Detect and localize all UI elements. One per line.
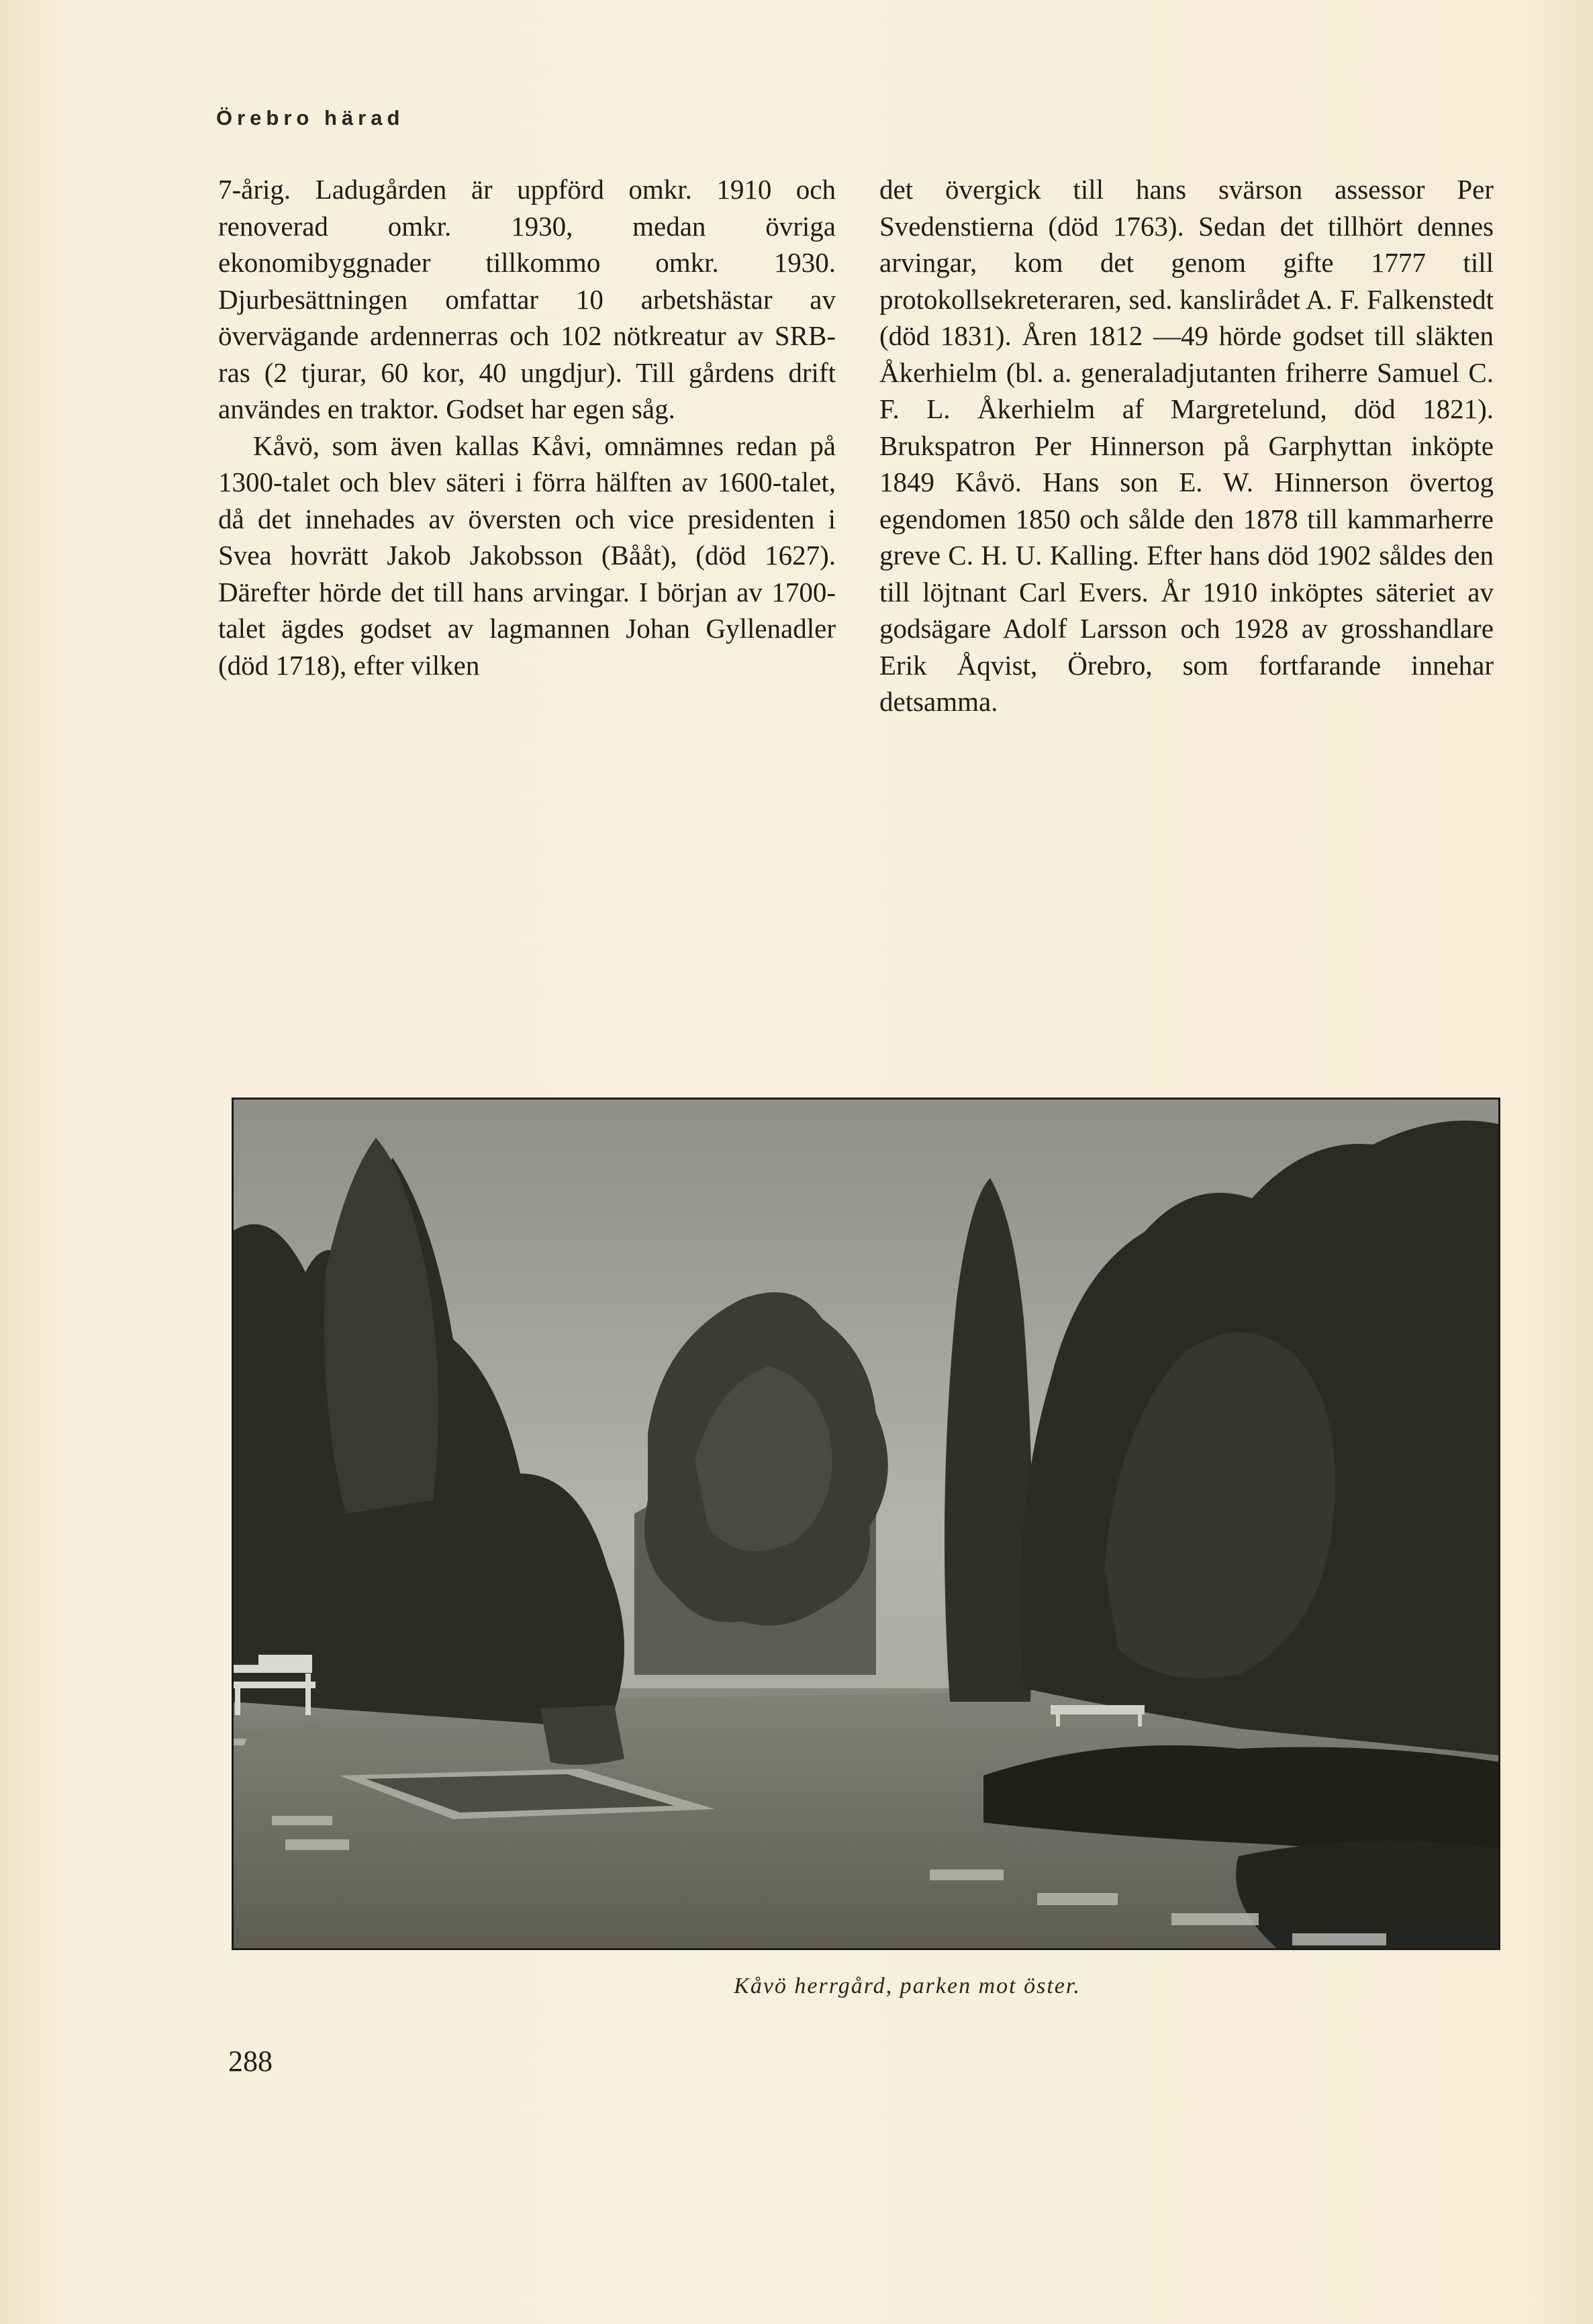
park-photo-illustration bbox=[232, 1098, 1500, 1950]
photo-caption bbox=[0, 1974, 1593, 1999]
left-text-column bbox=[218, 171, 836, 683]
right-paragraph-1: det övergick till hans svärson assessor Per Svedenstierna (död 1763). Sedan det tillhört dennes arvingar, kom det genom gifte 1777 till protokollsekreteraren, sed. kanslirådet A. F. Falkenstedt (död 1831). Åren 1812 —49 hörde godset till släkten Åkerhielm (bl. a. generaladjutanten friherre Samuel C. F. L. Åkerhielm af Margretelund, död 1821). Brukspatron Per Hinnerson på Garphyttan inköpte 1849 Kåvö. Hans son E. W. Hinnerson övertog egendomen 1850 och sålde den 1878 till kammarherre greve C. H. U. Kalling. Efter hans död 1902 såldes den till löjtnant Carl Evers. År 1910 inköptes säteriet av godsägare Adolf Larsson och 1928 av grosshandlare Erik Åqvist, Örebro, som fortfarande innehar detsamma. bbox=[879, 174, 1494, 717]
left-paragraph-2: Kåvö, som även kallas Kåvi, omnämnes redan på 1300-talet och blev säteri i förra hälften av 1600-talet, då det innehades av översten och vice presidenten i Svea hovrätt Jakob Jakobsson (Bååt), (död 1627). Därefter hörde det till hans arvingar. I början av 1700-talet ägdes godset av lagmannen Johan Gyllenadler (död 1718), efter vilken bbox=[218, 430, 836, 681]
running-head: Örebro härad bbox=[216, 106, 405, 130]
park-photograph bbox=[232, 1098, 1500, 1950]
photo-caption-text: Kåvö herrgård, parken mot öster. bbox=[734, 1974, 1081, 1998]
left-paragraph-1: 7-årig. Ladugården är uppförd omkr. 1910 och renoverad omkr. 1930, medan övriga ekonomibyggnader tillkommo omkr. 1930. Djurbesättningen omfattar 10 arbetshästar av övervägande ardennerras och 102 nötkreatur av SRB-ras (2 tjurar, 60 kor, 40 ungdjur). Till gårdens drift användes en traktor. Godset har egen såg. bbox=[218, 174, 836, 424]
right-text-column bbox=[879, 171, 1494, 720]
page-number: 288 bbox=[228, 2045, 273, 2078]
